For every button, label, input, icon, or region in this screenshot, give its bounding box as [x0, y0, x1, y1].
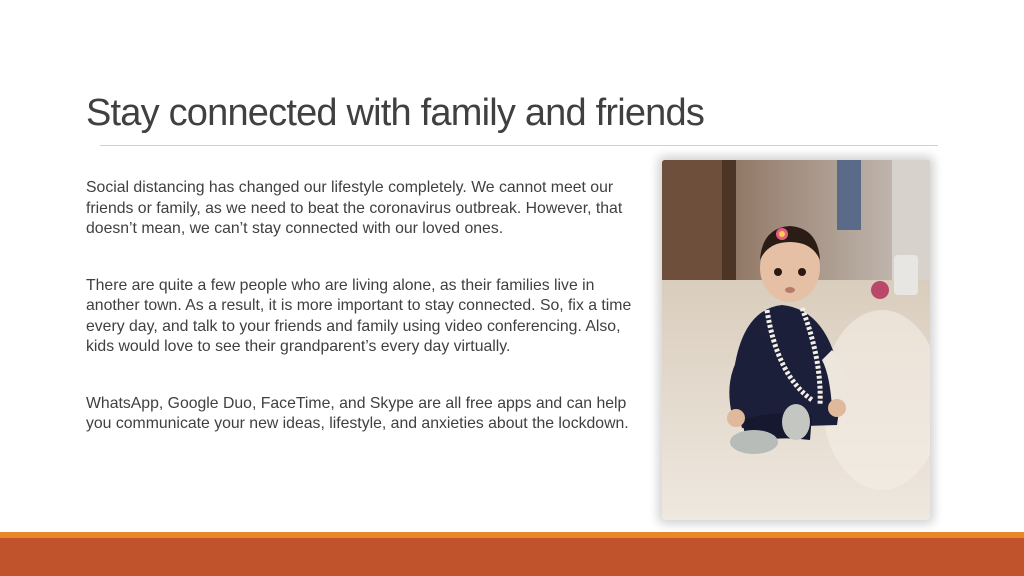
paragraph-1: Social distancing has changed our lifestyle completely. We cannot meet our friends or family, as we need to beat the coronavirus outbreak. However, that doesn’t mean, we can’t stay connected with our loved ones. — [86, 179, 623, 237]
body-text — [86, 178, 646, 471]
paragraph-2: There are quite a few people who are living alone, as their families live in another town. As a result, it is more important to stay connected. So, fix a time every day, and talk to your friends and family using video conferencing. Also, kids would love to see their grandparent’s every day virtually. — [86, 276, 632, 355]
paragraph-3: WhatsApp, Google Duo, FaceTime, and Skype are all free apps and can help you communicate your new ideas, lifestyle, and anxieties about the lockdown. — [86, 394, 629, 432]
slide-title: Stay connected with family and friends — [86, 92, 705, 134]
child-photo — [662, 160, 930, 520]
title-divider — [100, 145, 938, 146]
child-photo-illustration — [662, 160, 930, 520]
footer-bar — [0, 538, 1024, 576]
